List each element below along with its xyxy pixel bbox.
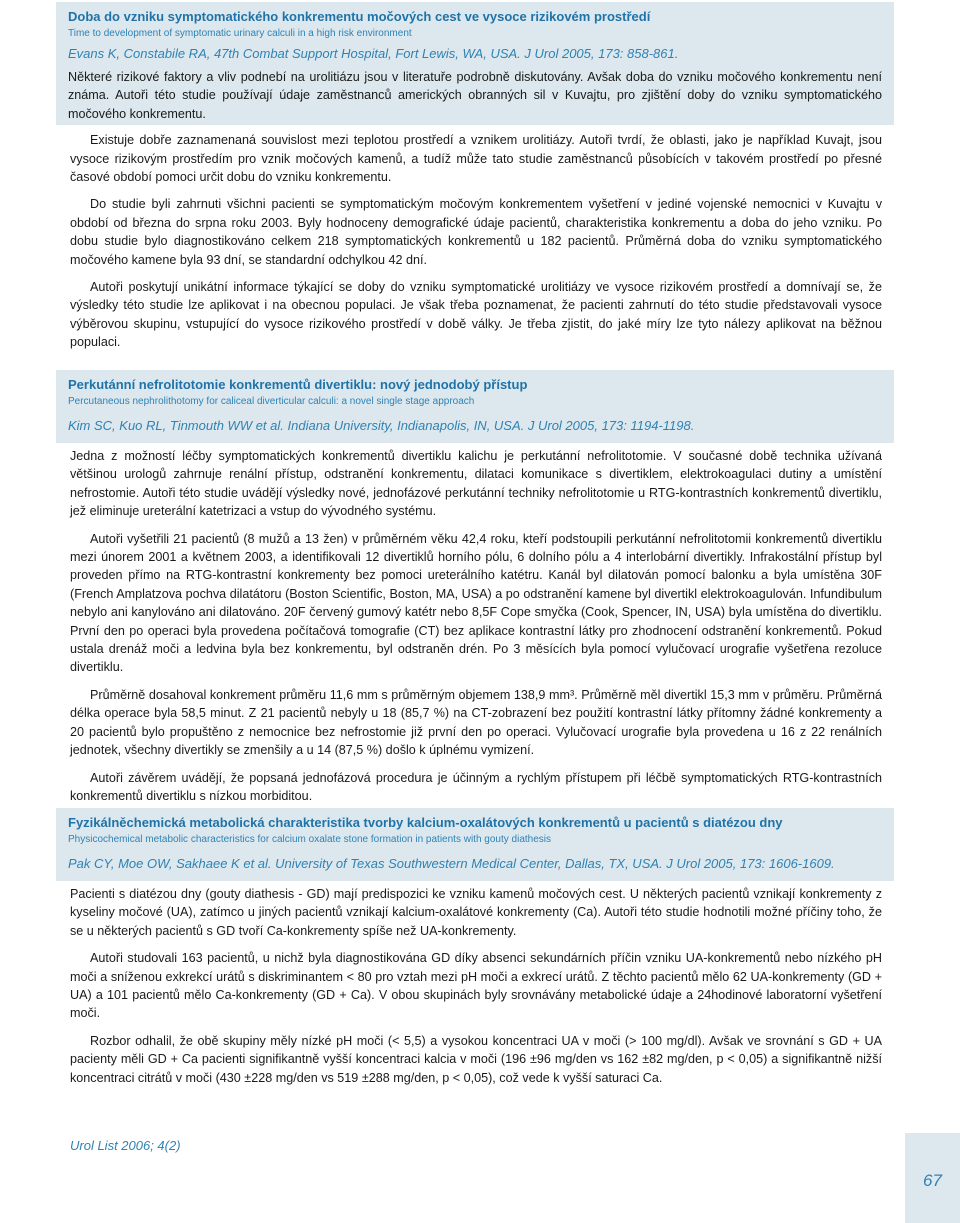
article-3 bbox=[60, 808, 894, 1096]
article-header bbox=[56, 808, 894, 881]
article-subtitle: Physicochemical metabolic characteristics for calcium oxalate stone formation in patients with gouty diathesis bbox=[68, 834, 551, 845]
article-header bbox=[56, 370, 894, 443]
article-paragraph: Pacienti s diatézou dny (gouty diathesis - GD) mají predispozici ke vzniku kamenů močových cest. U některých pacientů vznikají konkrementy z kyseliny močové (UA), zatímco u jiných pacientů vznikají kalcium-oxalátové konkrementy (Ca). Autoři této studie hodnotili možné příčiny toho, že se u některých pacientů s GD tvoří Ca-konkrementy spíše než UA-konkrementy. bbox=[70, 887, 882, 938]
article-paragraph: Rozbor odhalil, že obě skupiny měly nízké pH moči (< 5,5) a vysokou koncentraci UA v moči (> 100 mg/dl). Avšak ve srovnání s GD + UA pacienty měli GD + Ca pacienti signifikantně vyšší koncentraci kalcia v moči (196 ±96 mg/den vs 162 ±82 mg/den, p < 0,05) a signifikantně nižší koncentraci citrátů v moči (430 ±228 mg/den vs 519 ±288 mg/den, p < 0,05), což vede k vyšší saturaci Ca. bbox=[70, 1033, 882, 1085]
article-body bbox=[56, 881, 894, 1087]
page-number-tab bbox=[905, 1133, 960, 1223]
article-title: Fyzikálněchemická metabolická charakteristika tvorby kalcium-oxalátových konkrementů u pacientů s diatézou dny bbox=[68, 815, 783, 830]
article-paragraph: Jedna z možností léčby symptomatických konkrementů divertiklu kalichu je perkutánní nefrolitotomie. V současné době technika užívaná většinou urologů zahrnuje renální přístup, odstranění konkrementu, dilataci komunikace s divertiklem, elektrokoagulaci dutiny a umístění nefrostomie. Autoři této studie uvádějí výsledky nové, jednofázové perkutánní techniky nefrolitotomie u RTG-kontrastních konkrementů divertiklu, jež eliminuje ureterální katetrizaci a vstup do vývodného systému. bbox=[70, 449, 882, 519]
article-subtitle: Time to development of symptomatic urinary calculi in a high risk environment bbox=[68, 28, 412, 39]
article-1 bbox=[60, 2, 894, 361]
article-paragraph: Do studie byli zahrnuti všichni pacienti se symptomatickým močovým konkrementem vyšetření v jediné vojenské nemocnici v Kuvajtu v období od března do srpna roku 2003. Byly hodnoceny demografické údaje pacientů, charakteristika konkrementu a doba do jeho vzniku. Po dobu studie bylo diagnostikováno celkem 218 symptomatických konkrementů u 182 pacientů. Průměrná doba do vzniku symptomatického močového kamene byla 93 dní, se standardní odchylkou 42 dní. bbox=[70, 197, 882, 267]
article-2 bbox=[60, 370, 894, 814]
article-paragraph: Některé rizikové faktory a vliv podnebí na urolitiázu jsou v literatuře podrobně diskutovány. Avšak doba do vzniku močového konkrementu není známa. Autoři této studie používají údaje zaměstnanců amerických obranných sil v Kuvajtu, pro zjištění doby do vzniku symptomatického močového konkrementu. bbox=[68, 70, 882, 121]
article-header bbox=[56, 2, 894, 125]
article-paragraph: Existuje dobře zaznamenaná souvislost mezi teplotou prostředí a vznikem urolitiázy. Autoři tvrdí, že oblasti, jako je například Kuvajt, jsou vysoce rizikovým prostředím pro vznik močových kamenů, a tudíž může tato studie zaměstnanců působících v takovém prostředí po přesné časové období pomoci určit dobu do vzniku konkrementu. bbox=[70, 133, 882, 185]
article-body bbox=[56, 443, 894, 805]
article-paragraph: Autoři studovali 163 pacientů, u nichž byla diagnostikována GD díky absenci sekundárních příčin vzniku UA-konkrementů nebo nízkého pH moči a sníženou exkrekcí urátů s diskriminantem < 80 pro vztah mezi pH moči a exkrecí urátů. Z těchto pacientů mělo 62 UA-konkrementy (GD + UA) a 101 pacientů mělo Ca-konkrementy (GD + Ca). V obou skupinách byly srovnávány metabolické údaje a 24hodinové laboratorní vyšetření moči. bbox=[70, 951, 882, 1021]
article-title: Doba do vzniku symptomatického konkrementu močových cest ve vysoce rizikovém prostředí bbox=[68, 9, 651, 24]
article-paragraph: Průměrně dosahoval konkrement průměru 11,6 mm s průměrným objemem 138,9 mm³. Průměrně měl divertikl 15,3 mm v průměru. Průměrná délka operace byla 58,5 minut. Z 21 pacientů nebyly u 18 (85,7 %) na CT-zobrazení bez použití kontrastní látky přítomny žádné konkrementy a 20 pacientů bylo propuštěno z nemocnice bez nefrostomie již první den po operaci. Vylučovací urografie byla provedena u 16 z 22 renálních jednotek, všechny divertikly se zmenšily a u 14 (87,5 %) došlo k úplnému vymizení. bbox=[70, 687, 882, 758]
article-citation: Kim SC, Kuo RL, Tinmouth WW et al. Indiana University, Indianapolis, IN, USA. J Urol 2005, 173: 1194-1198. bbox=[68, 418, 695, 433]
article-title: Perkutánní nefrolitotomie konkrementů divertiklu: nový jednodobý přístup bbox=[68, 377, 528, 392]
article-citation: Pak CY, Moe OW, Sakhaee K et al. University of Texas Southwestern Medical Center, Dallas, TX, USA. J Urol 2005, 173: 1606-1609. bbox=[68, 856, 835, 871]
article-subtitle: Percutaneous nephrolithotomy for caliceal diverticular calculi: a novel single stage approach bbox=[68, 396, 475, 407]
article-citation: Evans K, Constabile RA, 47th Combat Support Hospital, Fort Lewis, WA, USA. J Urol 2005, 173: 858-861. bbox=[68, 46, 679, 61]
page-number: 67 bbox=[923, 1171, 942, 1190]
article-paragraph: Autoři vyšetřili 21 pacientů (8 mužů a 13 žen) v průměrném věku 42,4 roku, kteří podstoupili perkutánní nefrolitotomii konkrementů divertiklu mezi únorem 2001 a květnem 2003, a identifikovali 12 divertiklů horního pólu, 6 dolního pólu a 4 interlobární divertikly. Infrakostální přístup byl proveden přímo na RTG-kontrastní konkrementy bez pomoci ureterálního katétru. Kanál byl dilatován pomocí balonku a byla umístěna 30F (French Amplatzova pochva dilatátoru (Boston Scientific, Boston, MA, USA) a po odstranění kamene byl divertikl elektrokoagulován. Infundibulum nebylo ani kanylováno ani dilatováno. 20F červený gumový katétr nebo 8,5F Cope smyčka (Cook, Spencer, IN, USA) byla umístěna do divertiklu. První den po operaci byla provedena počítačová tomografie (CT) bez aplikace kontrastní látky pro zhodnocení odstranění konkrementů. Pokud ustala drenáž moči a ledvina byla bez konkrementu, byl odstraněn drén. Po 3 měsících byla pomocí vylučovací urografie vyšetřena rezoluce divertiklu. bbox=[70, 531, 882, 675]
article-paragraph: Autoři závěrem uvádějí, že popsaná jednofázová procedura je účinným a rychlým přístupem při léčbě symptomatických RTG-kontrastních konkrementů divertiklu s nízkou morbiditou. bbox=[70, 770, 882, 803]
article-paragraph: Autoři poskytují unikátní informace týkající se doby do vzniku symptomatické urolitiázy ve vysoce rizikovém prostředí a domnívají se, že výsledky této studie lze aplikovat i na obecnou populaci. Je však třeba poznamenat, že pacienti zahrnutí do této studie představovali vysoce výběrovou skupinu, vstupující do vysoce rizikového prostředí v době války. Je třeba zjistit, do jaké míry lze tyto nálezy aplikovat na běžnou populaci. bbox=[70, 280, 882, 350]
journal-reference: Urol List 2006; 4(2) bbox=[70, 1138, 181, 1153]
article-body bbox=[56, 125, 894, 351]
